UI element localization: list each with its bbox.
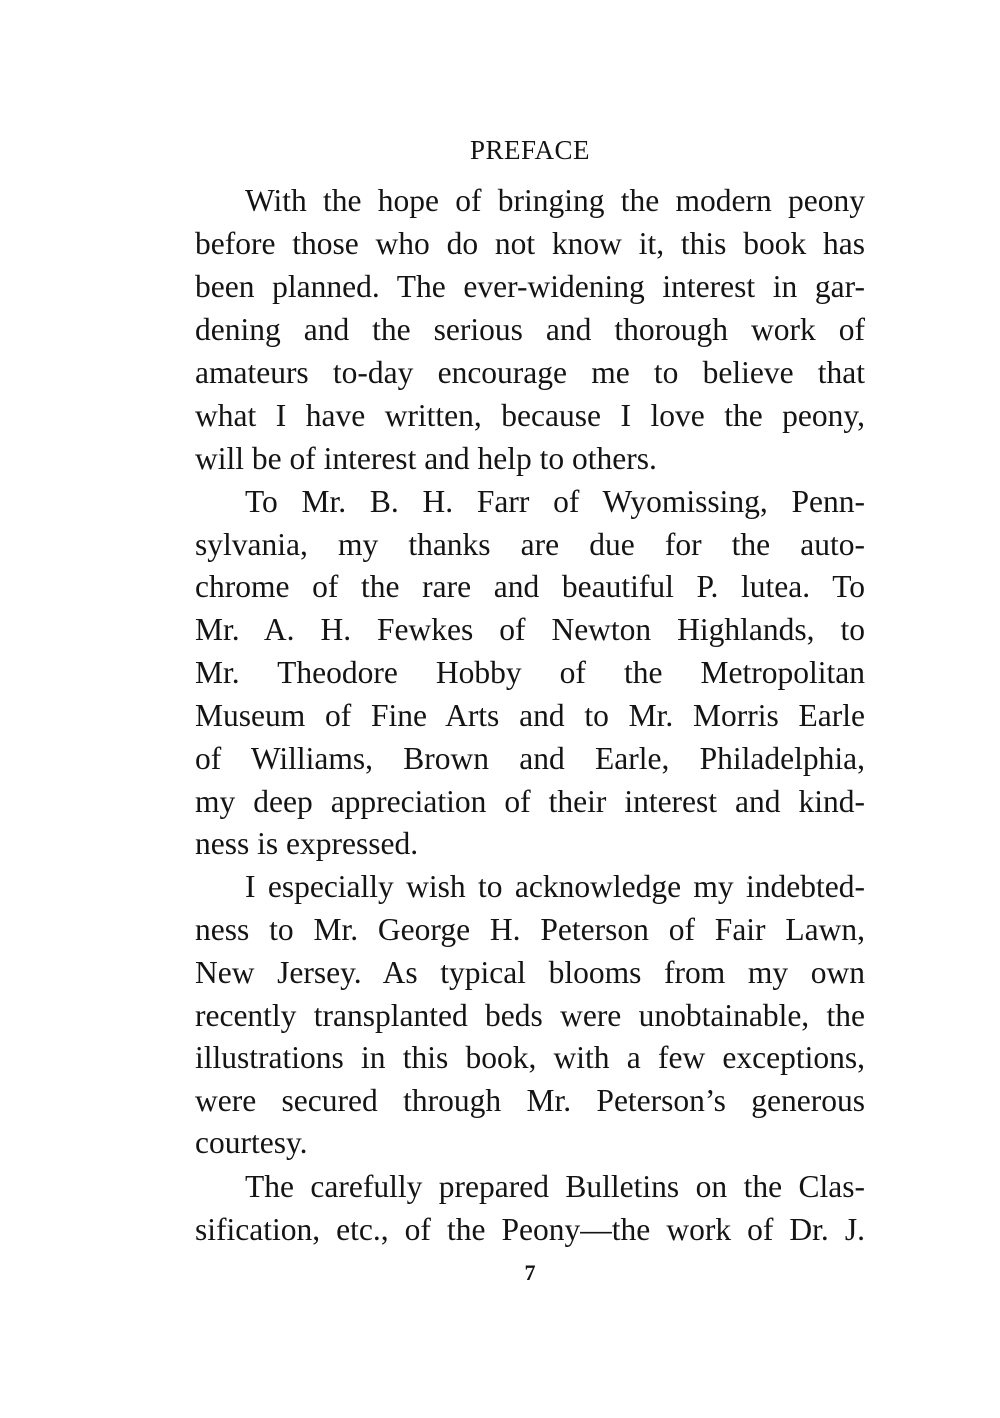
text-line: chrome of the rare and beautiful P. lutea. To <box>195 569 865 604</box>
text-line: ness is expressed. <box>195 826 419 861</box>
text-line: amateurs to-day encourage me to believe that <box>195 355 865 390</box>
text-line: New Jersey. As typical blooms from my own <box>195 955 865 990</box>
text-line: recently transplanted beds were unobtainable, the <box>195 998 865 1033</box>
text-line: The carefully prepared Bulletins on the Clas- <box>245 1169 865 1204</box>
text-line: before those who do not know it, this book has <box>195 226 865 261</box>
text-line: I especially wish to acknowledge my indebted- <box>245 869 865 904</box>
text-line: my deep appreciation of their interest and kind- <box>195 784 865 819</box>
text-line: been planned. The ever-widening interest in gar- <box>195 269 865 304</box>
text-line: illustrations in this book, with a few exceptions, <box>195 1040 865 1075</box>
page-title: PREFACE <box>469 135 591 165</box>
text-line: With the hope of bringing the modern peony <box>245 183 865 218</box>
text-line: dening and the serious and thorough work of <box>195 312 865 347</box>
text-line: To Mr. B. H. Farr of Wyomissing, Penn- <box>245 484 865 519</box>
text-line: sification, etc., of the Peony—the work of Dr. J. <box>195 1212 865 1247</box>
text-line: Mr. A. H. Fewkes of Newton Highlands, to <box>195 612 865 647</box>
text-line: were secured through Mr. Peterson’s generous <box>195 1083 865 1118</box>
text-line: of Williams, Brown and Earle, Philadelphia, <box>195 741 865 776</box>
text-line: what I have written, because I love the peony, <box>195 398 865 433</box>
text-line: will be of interest and help to others. <box>195 441 657 476</box>
text-line: Mr. Theodore Hobby of the Metropolitan <box>195 655 865 690</box>
text-line: courtesy. <box>195 1125 308 1160</box>
text-line: Museum of Fine Arts and to Mr. Morris Earle <box>195 698 865 733</box>
text-line: ness to Mr. George H. Peterson of Fair Lawn, <box>195 912 865 947</box>
text-line: sylvania, my thanks are due for the auto- <box>195 527 865 562</box>
page-number: 7 <box>524 1260 536 1285</box>
